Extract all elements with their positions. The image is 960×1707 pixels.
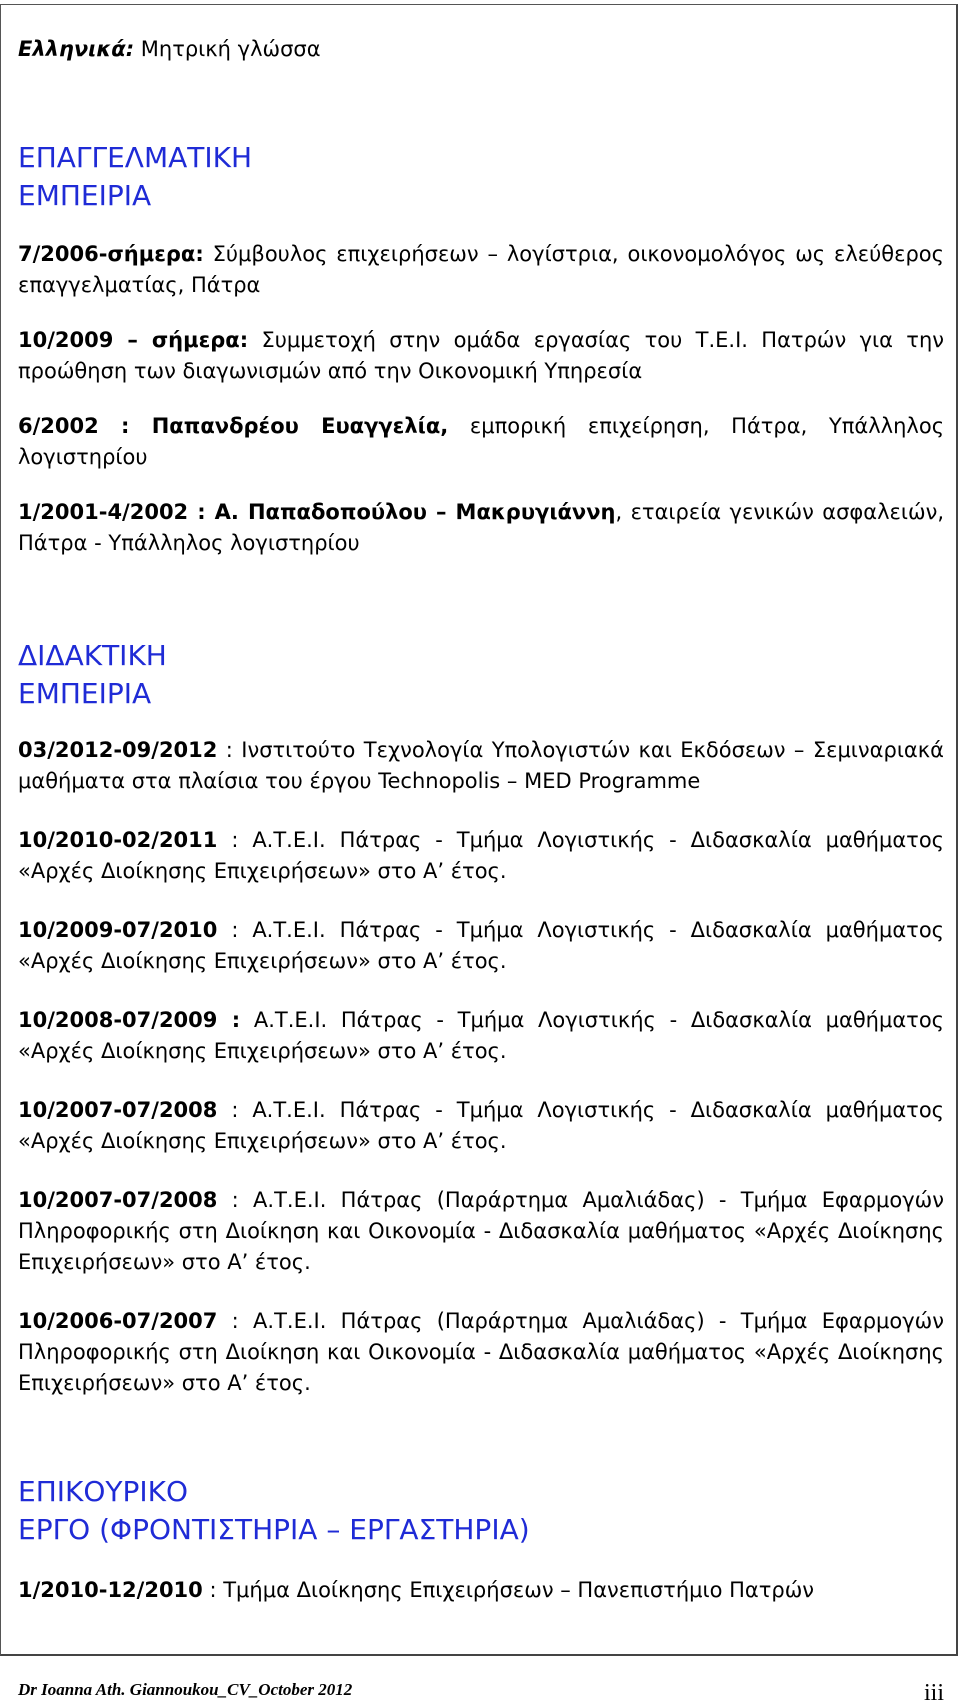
- entry-teaching-7: 10/2006-07/2007 : Α.Τ.Ε.Ι. Πάτρας (Παράρτημα Αμαλιάδας) - Τμήμα Εφαρμογών Πληροφορικής στη Διοίκηση και Οικονομία - Διδασκαλία μαθήματος «Αρχές Διοίκησης Επιχειρήσεων» στο Α’ έτος.: [18, 1309, 944, 1395]
- entry-teaching-2: 10/2010-02/2011 : Α.Τ.Ε.Ι. Πάτρας - Τμήμα Λογιστικής - Διδασκαλία μαθήματος «Αρχές Διοίκησης Επιχειρήσεων» στο Α’ έτος.: [18, 828, 944, 883]
- entry-professional-3: 6/2002 : Παπανδρέου Ευαγγελία, εμπορική επιχείρηση, Πάτρα, Υπάλληλος λογιστηρίου: [18, 414, 945, 469]
- entry-teaching-5: 10/2007-07/2008 : Α.Τ.Ε.Ι. Πάτρας - Τμήμα Λογιστικής - Διδασκαλία μαθήματος «Αρχές Διοίκησης Επιχειρήσεων» στο Α’ έτος.: [18, 1098, 944, 1153]
- entry-teaching-6: 10/2007-07/2008 : Α.Τ.Ε.Ι. Πάτρας (Παράρτημα Αμαλιάδας) - Τμήμα Εφαρμογών Πληροφορικής στη Διοίκηση και Οικονομία - Διδασκαλία μαθήματος «Αρχές Διοίκησης Επιχειρήσεων» στο Α’ έτος.: [18, 1188, 944, 1274]
- cv-content: [18, 34, 944, 1606]
- language-value: Μητρική γλώσσα: [134, 37, 321, 61]
- page-number: iii: [923, 1680, 944, 1706]
- footer-document-name: Dr Ioanna Ath. Giannoukou_CV_October 2012: [18, 1680, 353, 1699]
- entry-teaching-3: 10/2009-07/2010 : Α.Τ.Ε.Ι. Πάτρας - Τμήμα Λογιστικής - Διδασκαλία μαθήματος «Αρχές Διοίκησης Επιχειρήσεων» στο Α’ έτος.: [18, 918, 944, 973]
- language-label: Ελληνικά:: [18, 37, 135, 61]
- entry-professional-4: 1/2001-4/2002 : Α. Παπαδοπούλου – Μακρυγιάννη, εταιρεία γενικών ασφαλειών, Πάτρα - Υπάλληλος λογιστηρίου: [18, 500, 944, 555]
- entry-professional-1: 7/2006-σήμερα: Σύμβουλος επιχειρήσεων – λογίστρια, οικονομολόγος ως ελεύθερος επαγγελματίας, Πάτρα: [18, 242, 944, 297]
- section-heading-auxiliary: ΕΠΙΚΟΥΡΙΚΟ ΕΡΓΟ (ΦΡΟΝΤΙΣΤΗΡΙΑ – ΕΡΓΑΣΤΗΡΙΑ): [18, 1475, 530, 1546]
- language-line: [18, 34, 944, 65]
- section-heading-teaching: ΔΙΔΑΚΤΙΚΗ ΕΜΠΕΙΡΙΑ: [18, 639, 167, 710]
- entry-professional-2: 10/2009 – σήμερα: Συμμετοχή στην ομάδα εργασίας του Τ.Ε.Ι. Πατρών για την προώθηση των διαγωνισμών από την Οικονομική Υπηρεσία: [18, 328, 944, 383]
- entry-teaching-4: 10/2008-07/2009 : Α.Τ.Ε.Ι. Πάτρας - Τμήμα Λογιστικής - Διδασκαλία μαθήματος «Αρχές Διοίκησης Επιχειρήσεων» στο Α’ έτος.: [18, 1008, 944, 1063]
- entry-auxiliary-1: 1/2010-12/2010 : Τμήμα Διοίκησης Επιχειρήσεων – Πανεπιστήμιο Πατρών: [18, 1578, 815, 1602]
- entry-teaching-1: 03/2012-09/2012 : Ινστιτούτο Τεχνολογία Υπολογιστών και Εκδόσεων – Σεμιναριακά μαθήματα στα πλαίσια του έργου Technopolis – MED Programme: [18, 738, 944, 793]
- section-heading-professional: ΕΠΑΓΓΕΛΜΑΤΙΚΗ ΕΜΠΕΙΡΙΑ: [18, 141, 253, 212]
